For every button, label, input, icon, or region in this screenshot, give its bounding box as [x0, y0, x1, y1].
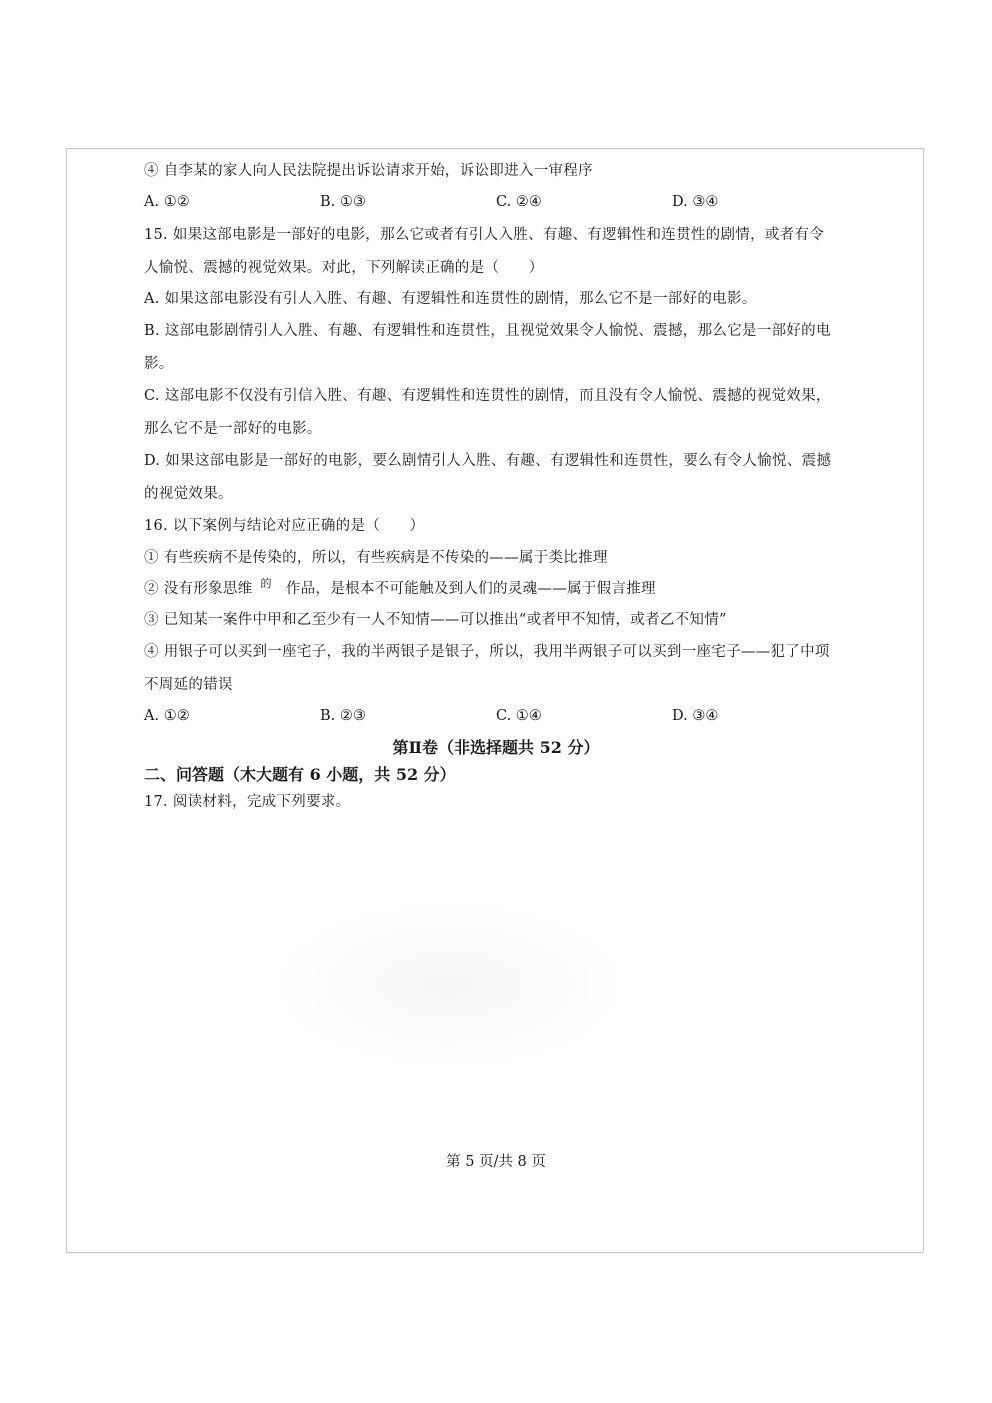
q16-option-c: C. ①④	[496, 708, 542, 724]
q16-item-2-superscript: 的	[260, 577, 272, 590]
q16-stem: 16. 以下案例与结论对应正确的是（ ）	[144, 518, 425, 534]
q16-item-2	[144, 579, 656, 600]
q16-option-d: D. ③④	[672, 708, 719, 724]
q17-stem: 17. 阅读材料，完成下列要求。	[144, 794, 351, 810]
q16-item-4-line2: 不周延的错误	[144, 677, 233, 693]
q15-stem-line1: 15. 如果这部电影是一部好的电影，那么它或者有引人入胜、有趣、有逻辑性和连贯性的剧情，或者有令	[144, 227, 825, 243]
q16-options	[144, 706, 864, 726]
faint-watermark	[270, 900, 630, 1070]
q15-option-d-line2: 的视觉效果。	[144, 486, 233, 502]
q14-option-b: B. ①③	[320, 194, 366, 210]
q15-option-b-line1: B. 这部电影剧情引人入胜、有趣、有逻辑性和连贯性，且视觉效果令人愉悦、震撼，那么它是一部好的电	[144, 323, 831, 339]
q14-option-d: D. ③④	[672, 194, 719, 210]
q16-option-a: A. ①②	[144, 708, 190, 724]
q15-stem-line2: 人愉悦、震撼的视觉效果。对此，下列解读正确的是（ ）	[144, 260, 544, 276]
page-number: 第 5 页/共 8 页	[446, 1154, 546, 1170]
q14-option-a: A. ①②	[144, 194, 190, 210]
q14-option-c: C. ②④	[496, 194, 542, 210]
q16-item-2-part2: 作品，是根本不可能触及到人们的灵魂——属于假言推理	[285, 581, 656, 597]
q16-item-3: ③ 已知某一案件中甲和乙至少有一人不知情——可以推出“或者甲不知情，或者乙不知情”	[144, 612, 727, 628]
q15-option-b-line2: 影。	[144, 356, 174, 372]
q14-options	[144, 192, 864, 212]
q16-item-1: ① 有些疾病不是传染的，所以，有些疾病是不传染的——属于类比推理	[144, 550, 608, 566]
q14-item-4: ④ 自李某的家人向人民法院提出诉讼请求开始，诉讼即进入一审程序	[144, 163, 593, 179]
q16-item-4-line1: ④ 用银子可以买到一座宅子，我的半两银子是银子，所以，我用半两银子可以买到一座宅子——犯了中项	[144, 644, 830, 660]
page-frame	[66, 148, 924, 1253]
q15-option-c-line1: C. 这部电影不仅没有引信入胜、有趣、有逻辑性和连贯性的剧情，而且没有令人愉悦、震撼的视觉效果，	[144, 388, 831, 404]
q15-option-d-line1: D. 如果这部电影是一部好的电影，要么剧情引人入胜、有趣、有逻辑性和连贯性，要么有令人愉悦、震撼	[144, 453, 832, 469]
q15-option-a: A. 如果这部电影没有引人入胜、有趣、有逻辑性和连贯性的剧情，那么它不是一部好的电影。	[144, 291, 757, 307]
part-heading: 二、问答题（木大题有 6 小题，共 52 分）	[144, 765, 456, 784]
q15-option-c-line2: 那么它不是一部好的电影。	[144, 421, 322, 437]
q16-item-2-part1: ② 没有形象思维	[144, 581, 253, 597]
q16-option-b: B. ②③	[320, 708, 366, 724]
volume-heading: 第Ⅱ卷（非选择题共 52 分）	[392, 738, 600, 757]
